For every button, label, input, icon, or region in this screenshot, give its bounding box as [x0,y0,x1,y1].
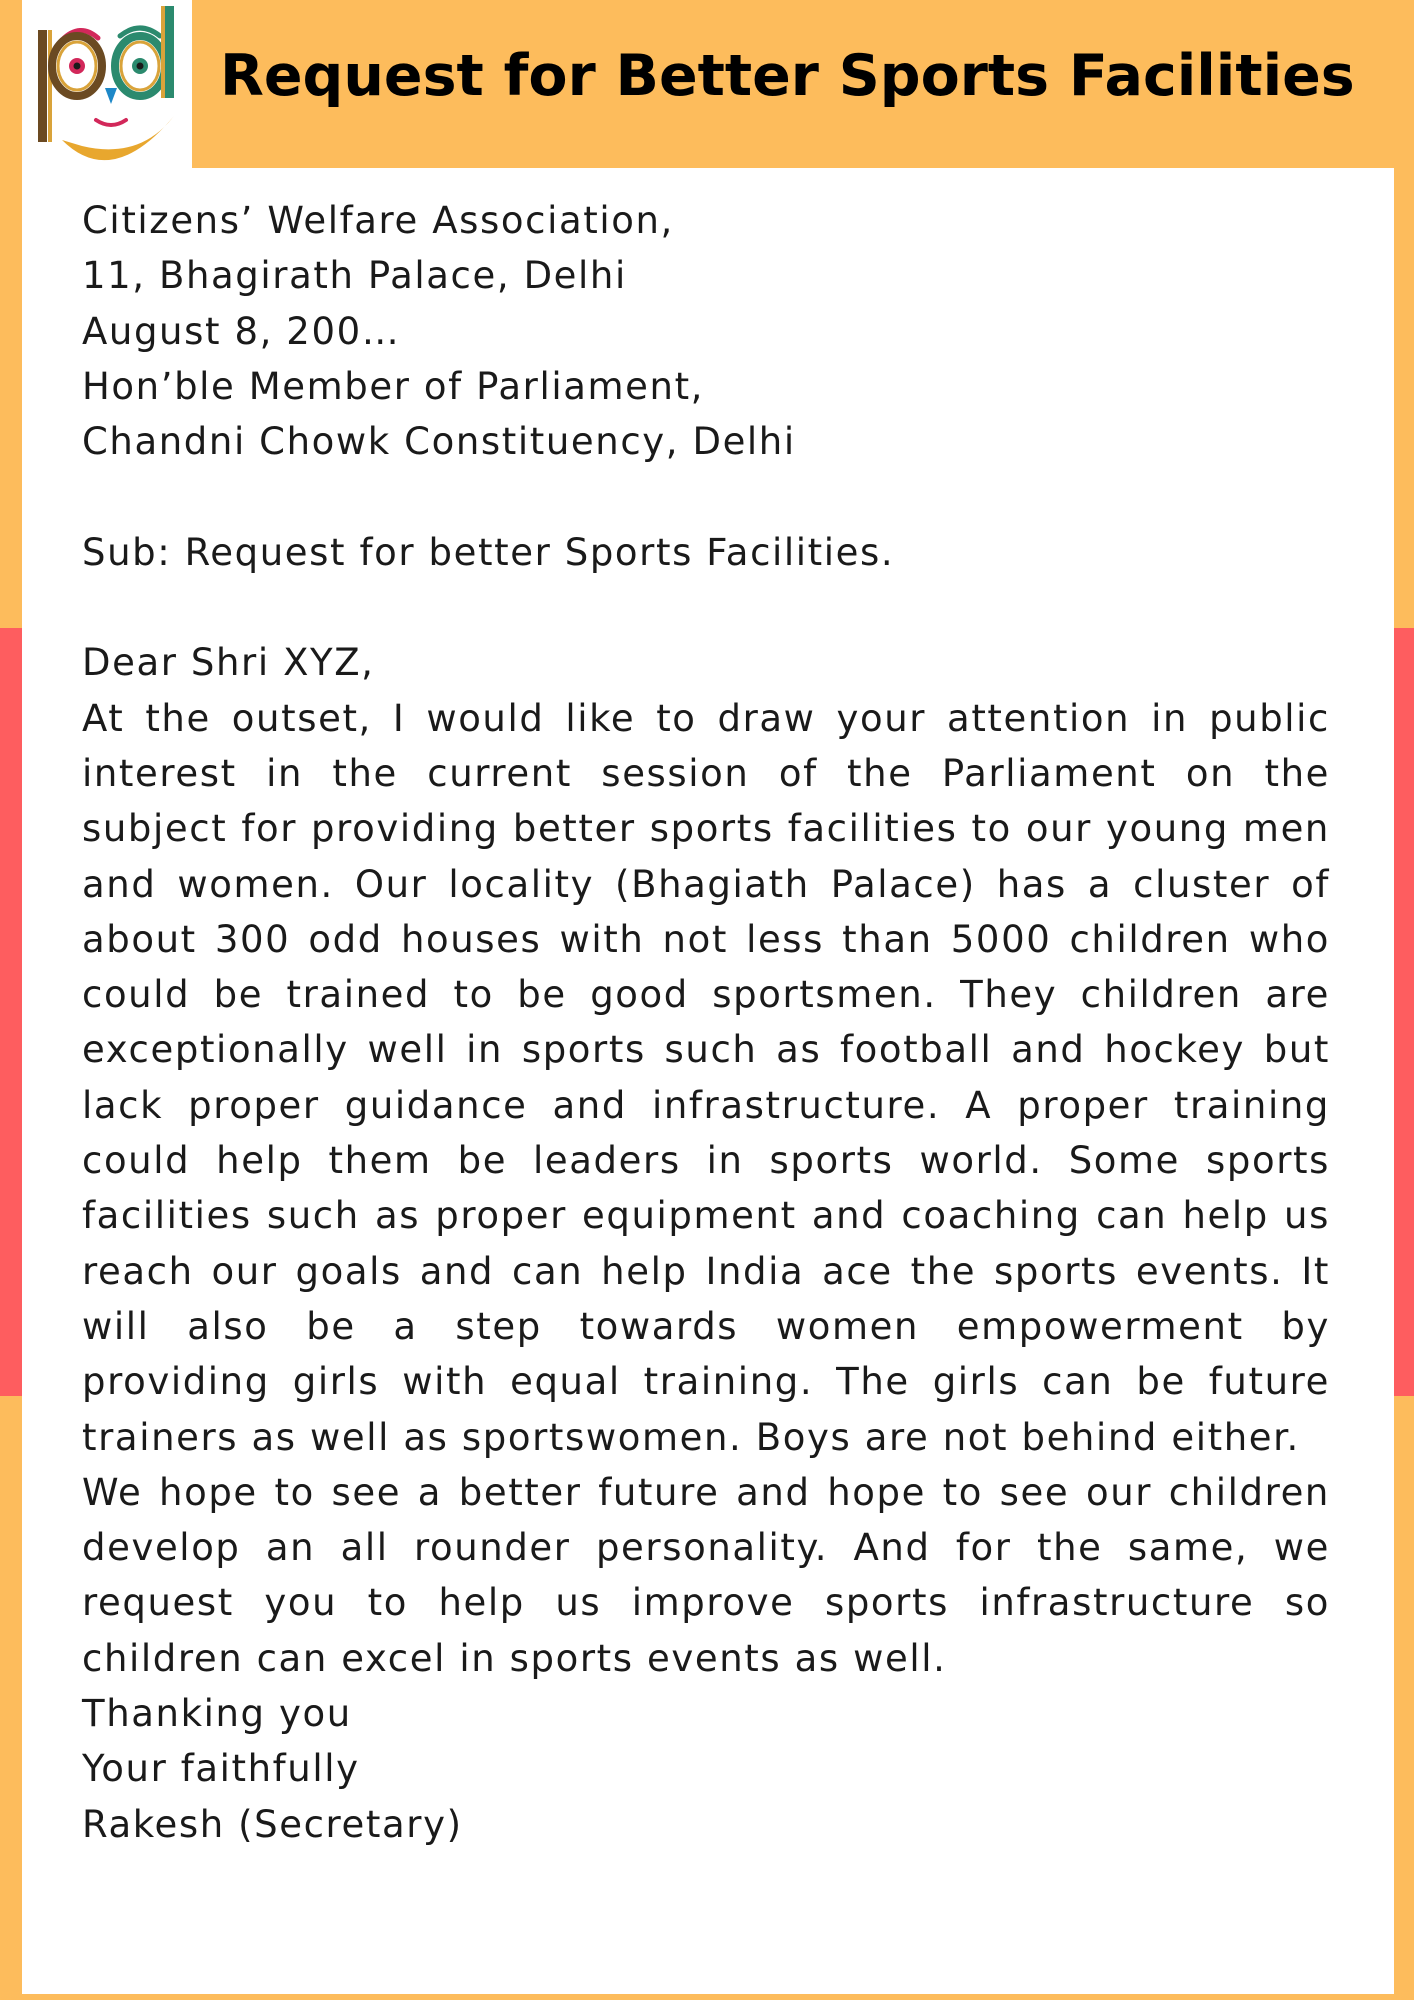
pd-smiley-logo-icon [22,0,192,168]
page-title: Request for Better Sports Facilities [220,43,1355,109]
sender-name: Citizens’ Welfare Association, [82,199,674,242]
letter-body [82,193,1330,1852]
signature: Rakesh (Secretary) [82,1802,463,1846]
letter-subject: Sub: Request for better Sports Facilities. [82,530,895,574]
recipient-title: Hon’ble Member of Parliament, [82,364,705,408]
recipient-address: Chandni Chowk Constituency, Delhi [82,420,796,464]
spacer [82,580,1330,635]
closing-thanks: Thanking you [82,1692,352,1736]
salutation: Dear Shri XYZ, [82,641,375,685]
logo [22,0,192,168]
closing-valediction: Your faithfully [82,1747,360,1791]
sender-address: 11, Bhagirath Palace, Delhi [82,254,627,298]
body-paragraph-2: We hope to see a better future and hope to see our children develop an all rounder personality. And for the same, we request you to help us improve sports infrastructure so children can excel in sports events as well. [82,1470,1330,1680]
body-paragraph-1: At the outset, I would like to draw your attention in public interest in the current session of the Parliament on the subject for providing better sports facilities to our young men and women. Our locality (Bhagiath Palace) has a cluster of about 300 odd houses with not less than 5000 children who could be trained to be good sportsmen. They children are exceptionally well in sports such as football and hockey but lack proper guidance and infrastructure. A proper training could help them be leaders in sports world. Some sports facilities such as proper equipment and coaching can help us reach our goals and can help India ace the sports events. It will also be a step towards women empowerment by providing girls with equal training. The girls can be future trainers as well as sportswomen. Boys are not behind either. [82,696,1330,1459]
spacer [82,469,1330,524]
header [0,0,1414,170]
letter-date: August 8, 200… [82,309,401,353]
